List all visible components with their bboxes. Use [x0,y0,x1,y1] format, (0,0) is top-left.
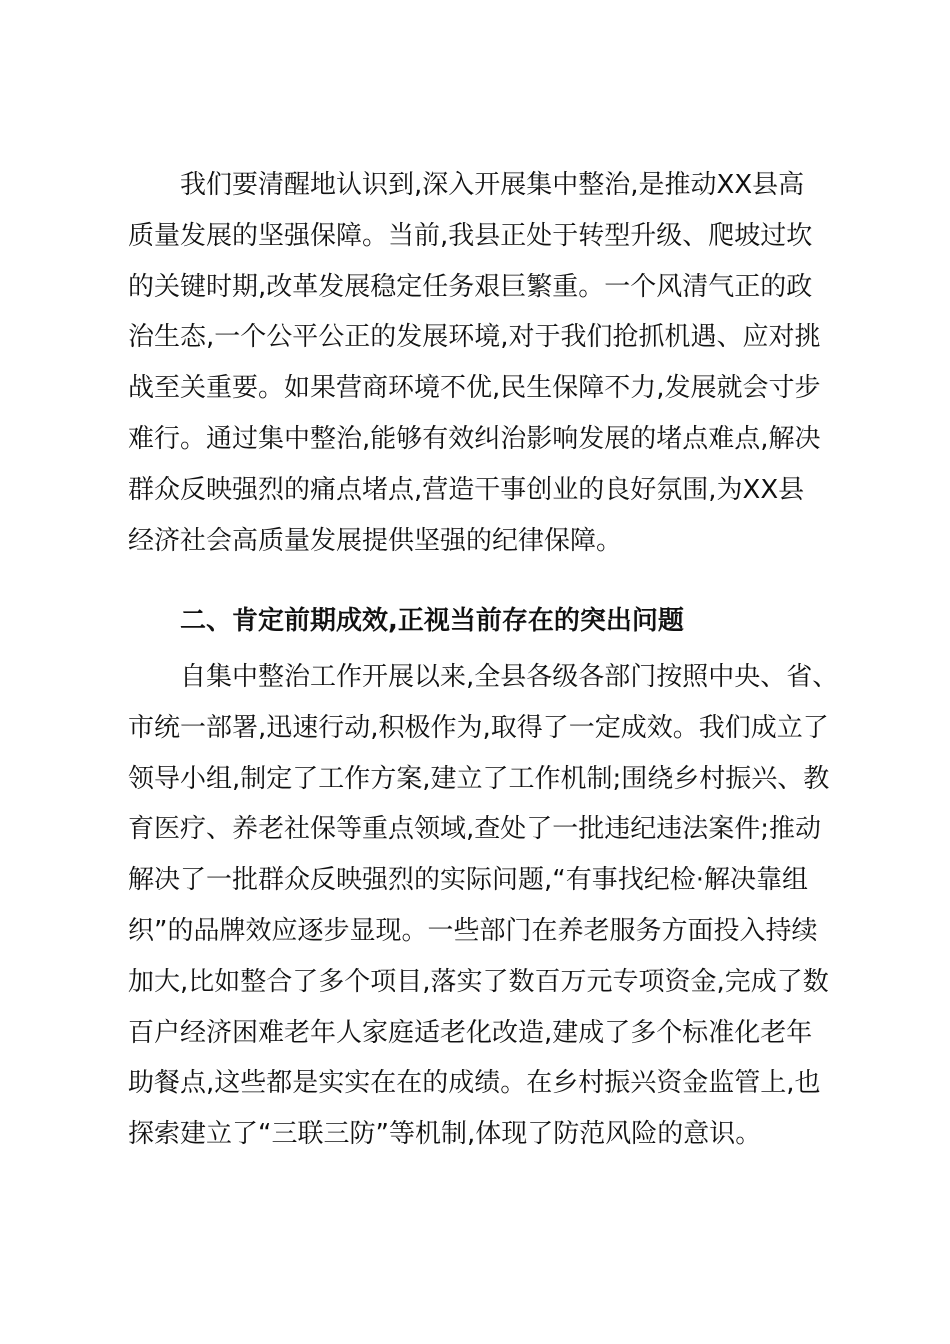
section-heading [128,596,828,647]
text-line: 育医疗、养老社保等重点领域,查处了一批违纪违法案件;推动 [128,814,822,845]
text-line: 难行。通过集中整治,能够有效纠治影响发展的堵点难点,解决 [128,423,821,454]
text-line: 战至关重要。如果营商环境不优,民生保障不力,发展就会寸步 [128,373,821,404]
text-line: 的关键时期,改革发展稳定任务艰巨繁重。一个风清气正的政 [128,271,813,302]
text-line: 织”的品牌效应逐步显现。一些部门在养老服务方面投入持续 [128,915,818,946]
text-line: 领导小组,制定了工作方案,建立了工作机制;围绕乡村振兴、教 [128,763,830,794]
text-line: 探索建立了“三联三防”等机制,体现了防范风险的意识。 [128,1119,762,1150]
text-line: 群众反映强烈的痛点堵点,营造干事创业的良好氛围,为XX县 [128,474,805,505]
text-line: 百户经济困难老年人家庭适老化改造,建成了多个标准化老年 [128,1017,813,1048]
text-line: 我们要清醒地认识到,深入开展集中整治,是推动XX县高 [180,170,805,200]
text-line: 市统一部署,迅速行动,积极作为,取得了一定成效。我们成立了 [128,712,829,743]
paragraph-importance [128,160,828,566]
text-line: 自集中整治工作开展以来,全县各级各部门按照中央、省、 [180,662,839,692]
section-heading-text: 二、肯定前期成效,正视当前存在的突出问题 [180,606,684,636]
text-line: 解决了一批群众反映强烈的实际问题,“有事找纪检·解决靠组 [128,865,808,896]
text-line: 经济社会高质量发展提供坚强的纪律保障。 [128,525,623,556]
text-line: 加大,比如整合了多个项目,落实了数百万元专项资金,完成了数 [128,966,829,997]
text-line: 质量发展的坚强保障。当前,我县正处于转型升级、爬坡过坎 [128,220,813,251]
text-line: 助餐点,这些都是实实在在的成绩。在乡村振兴资金监管上,也 [128,1068,821,1099]
paragraph-achievements [128,652,839,1160]
text-line: 治生态,一个公平公正的发展环境,对于我们抢抓机遇、应对挑 [128,322,821,353]
